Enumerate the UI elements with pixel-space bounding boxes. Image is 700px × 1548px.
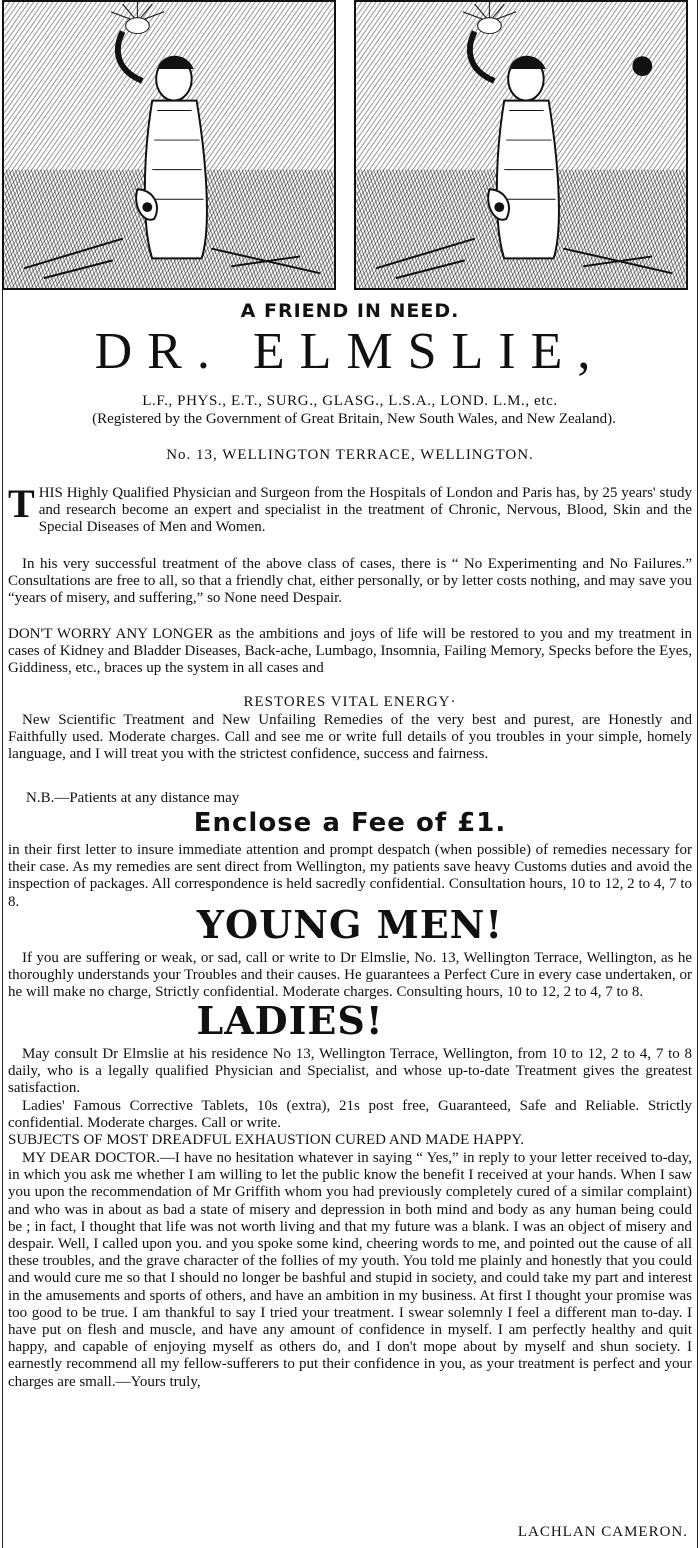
drop-cap: T <box>8 481 35 526</box>
subjects-heading: SUBJECTS OF MOST DREADFUL EXHAUSTION CURED AND MADE HAPPY. <box>8 1132 525 1148</box>
engraving-figure-left <box>2 0 336 290</box>
column-rule-right <box>697 0 698 1548</box>
credentials-line: L.F., PHYS., E.T., SURG., GLASG., L.S.A., LOND. L.M., etc. <box>142 393 558 409</box>
ladies-heading: LADIES! <box>196 998 384 1043</box>
young-men-heading: YOUNG MEN! <box>196 902 504 947</box>
intro-paragraph <box>8 481 692 537</box>
testimonial-letter: MY DEAR DOCTOR.—I have no hesitation whatever in saying “ Yes,” in reply to your letter received to-day, in which you ask me whether I am willing to let the public know the benefit I received at your hands. When I saw you upon the recommendation of Mr Griffith whom you had previously completely cured of a similar complaint) and who was in about as bad a state of misery and depression in both mind and body as any human being could be ; in fact, I thought that life was not worth living and that my future was a blank. I was an object of misery and despair. Well, I called upon you. and you spoke some kind, cheering words to me, and pointed out the cause of all these troubles, and the grave character of the follies of my youth. You told me plainly and honestly that you could and would cure me so that I should no longer be bashful and stupid in society, and could take my part and interest in the amusements and sports of others, and have an ambition in my business. At first I thought your promise was too good to be true. I am thankful to say I tried your treatment. I swear solemnly I feel a different man to-day. I have put on flesh and muscle, and have any amount of confidence in myself. I am perfectly healthy and quit happy, and capable of enjoying myself as others do, and I don't mope about by myself and shun society. I earnestly recommend all my fellow-sufferers to put their confidence in you, as your treatment is perfect and your charges are small.—Yours truly, <box>8 1150 692 1390</box>
engraving-left-svg <box>4 2 334 288</box>
treatment-paragraph: New Scientific Treatment and New Unfailing Remedies of the very best and purest, are Honestly and Faithfully used. Moderate charges. Call and see me or write full details of you troubles in your simple, homely language, and I will treat you with the strictest confidence, success and fairness. <box>8 712 692 763</box>
experiment-paragraph: In his very successful treatment of the above class of cases, there is “ No Experimenting and No Failures.” Consultations are free to all, so that a friendly chat, either personally, or by letter costs nothing, and may save you “years of misery, and suffering,” so None need Despair. <box>8 556 692 607</box>
registration-line: (Registered by the Government of Great Britain, New South Wales, and New Zealand). <box>92 411 616 427</box>
signature-name: LACHLAN CAMERON. <box>517 1524 688 1540</box>
nb-line: N.B.—Patients at any distance may <box>26 790 240 806</box>
tablets-paragraph: Ladies' Famous Corrective Tablets, 10s (extra), 21s post free, Guaranteed, Safe and Reliable. Strictly confidential. Moderate charges. Call or write. <box>8 1098 692 1132</box>
headline-doctor-name: DR. ELMSLIE, <box>94 323 606 380</box>
engraving-right-svg <box>356 2 686 288</box>
young-men-paragraph: If you are suffering or weak, or sad, call or write to Dr Elmslie, No. 13, Wellington Terrace, Wellington, as he thoroughly understands your Troubles and their causes. He guarantees a Perfect Cure in every case undertaken, or he will make no charge, Strictly confidential. Moderate charges. Consulting hours, 10 to 12, 2 to 4, 7 to 8. <box>8 950 692 1001</box>
intro-text: HIS Highly Qualified Physician and Surgeon from the Hospitals of London and Paris has, by 25 years' study and research become an expert and specialist in the treatment of Chronic, Nervous, Blood, Skin and the Special Diseases of Men and Women. <box>38 485 692 536</box>
restores-heading: RESTORES VITAL ENERGY· <box>243 694 457 710</box>
address-line: No. 13, WELLINGTON TERRACE, WELLINGTON. <box>166 447 534 463</box>
dont-worry-paragraph: DON'T WORRY ANY LONGER as the ambitions and joys of life will be restored to you and my treatment in cases of Kidney and Bladder Diseases, Back-ache, Lumbago, Insomnia, Failing Memory, Specks before the Eyes, Giddiness, etc., braces up the system in all cases and <box>8 626 692 677</box>
enclose-fee-heading: Enclose a Fee of £1. <box>193 808 507 838</box>
headline-friend-in-need: A FRIEND IN NEED. <box>240 300 460 322</box>
engraving-figure-right <box>354 0 688 290</box>
ladies-paragraph: May consult Dr Elmslie at his residence No 13, Wellington Terrace, Wellington, from 10 to 12, 2 to 4, 7 to 8 daily, who is a legally qualified Physician and Specialist, and whose up-to-date Treatment gives the greatest satisfaction. <box>8 1046 692 1097</box>
first-letter-paragraph: in their first letter to insure immediate attention and prompt despatch (when possible) of remedies necessary for their case. As my remedies are sent direct from Wellington, my patients save heavy Customs duties and avoid the inspection of packages. All correspondence is held sacredly confidential. Consultation hours, 10 to 12, 2 to 4, 7 to 8. <box>8 842 692 910</box>
